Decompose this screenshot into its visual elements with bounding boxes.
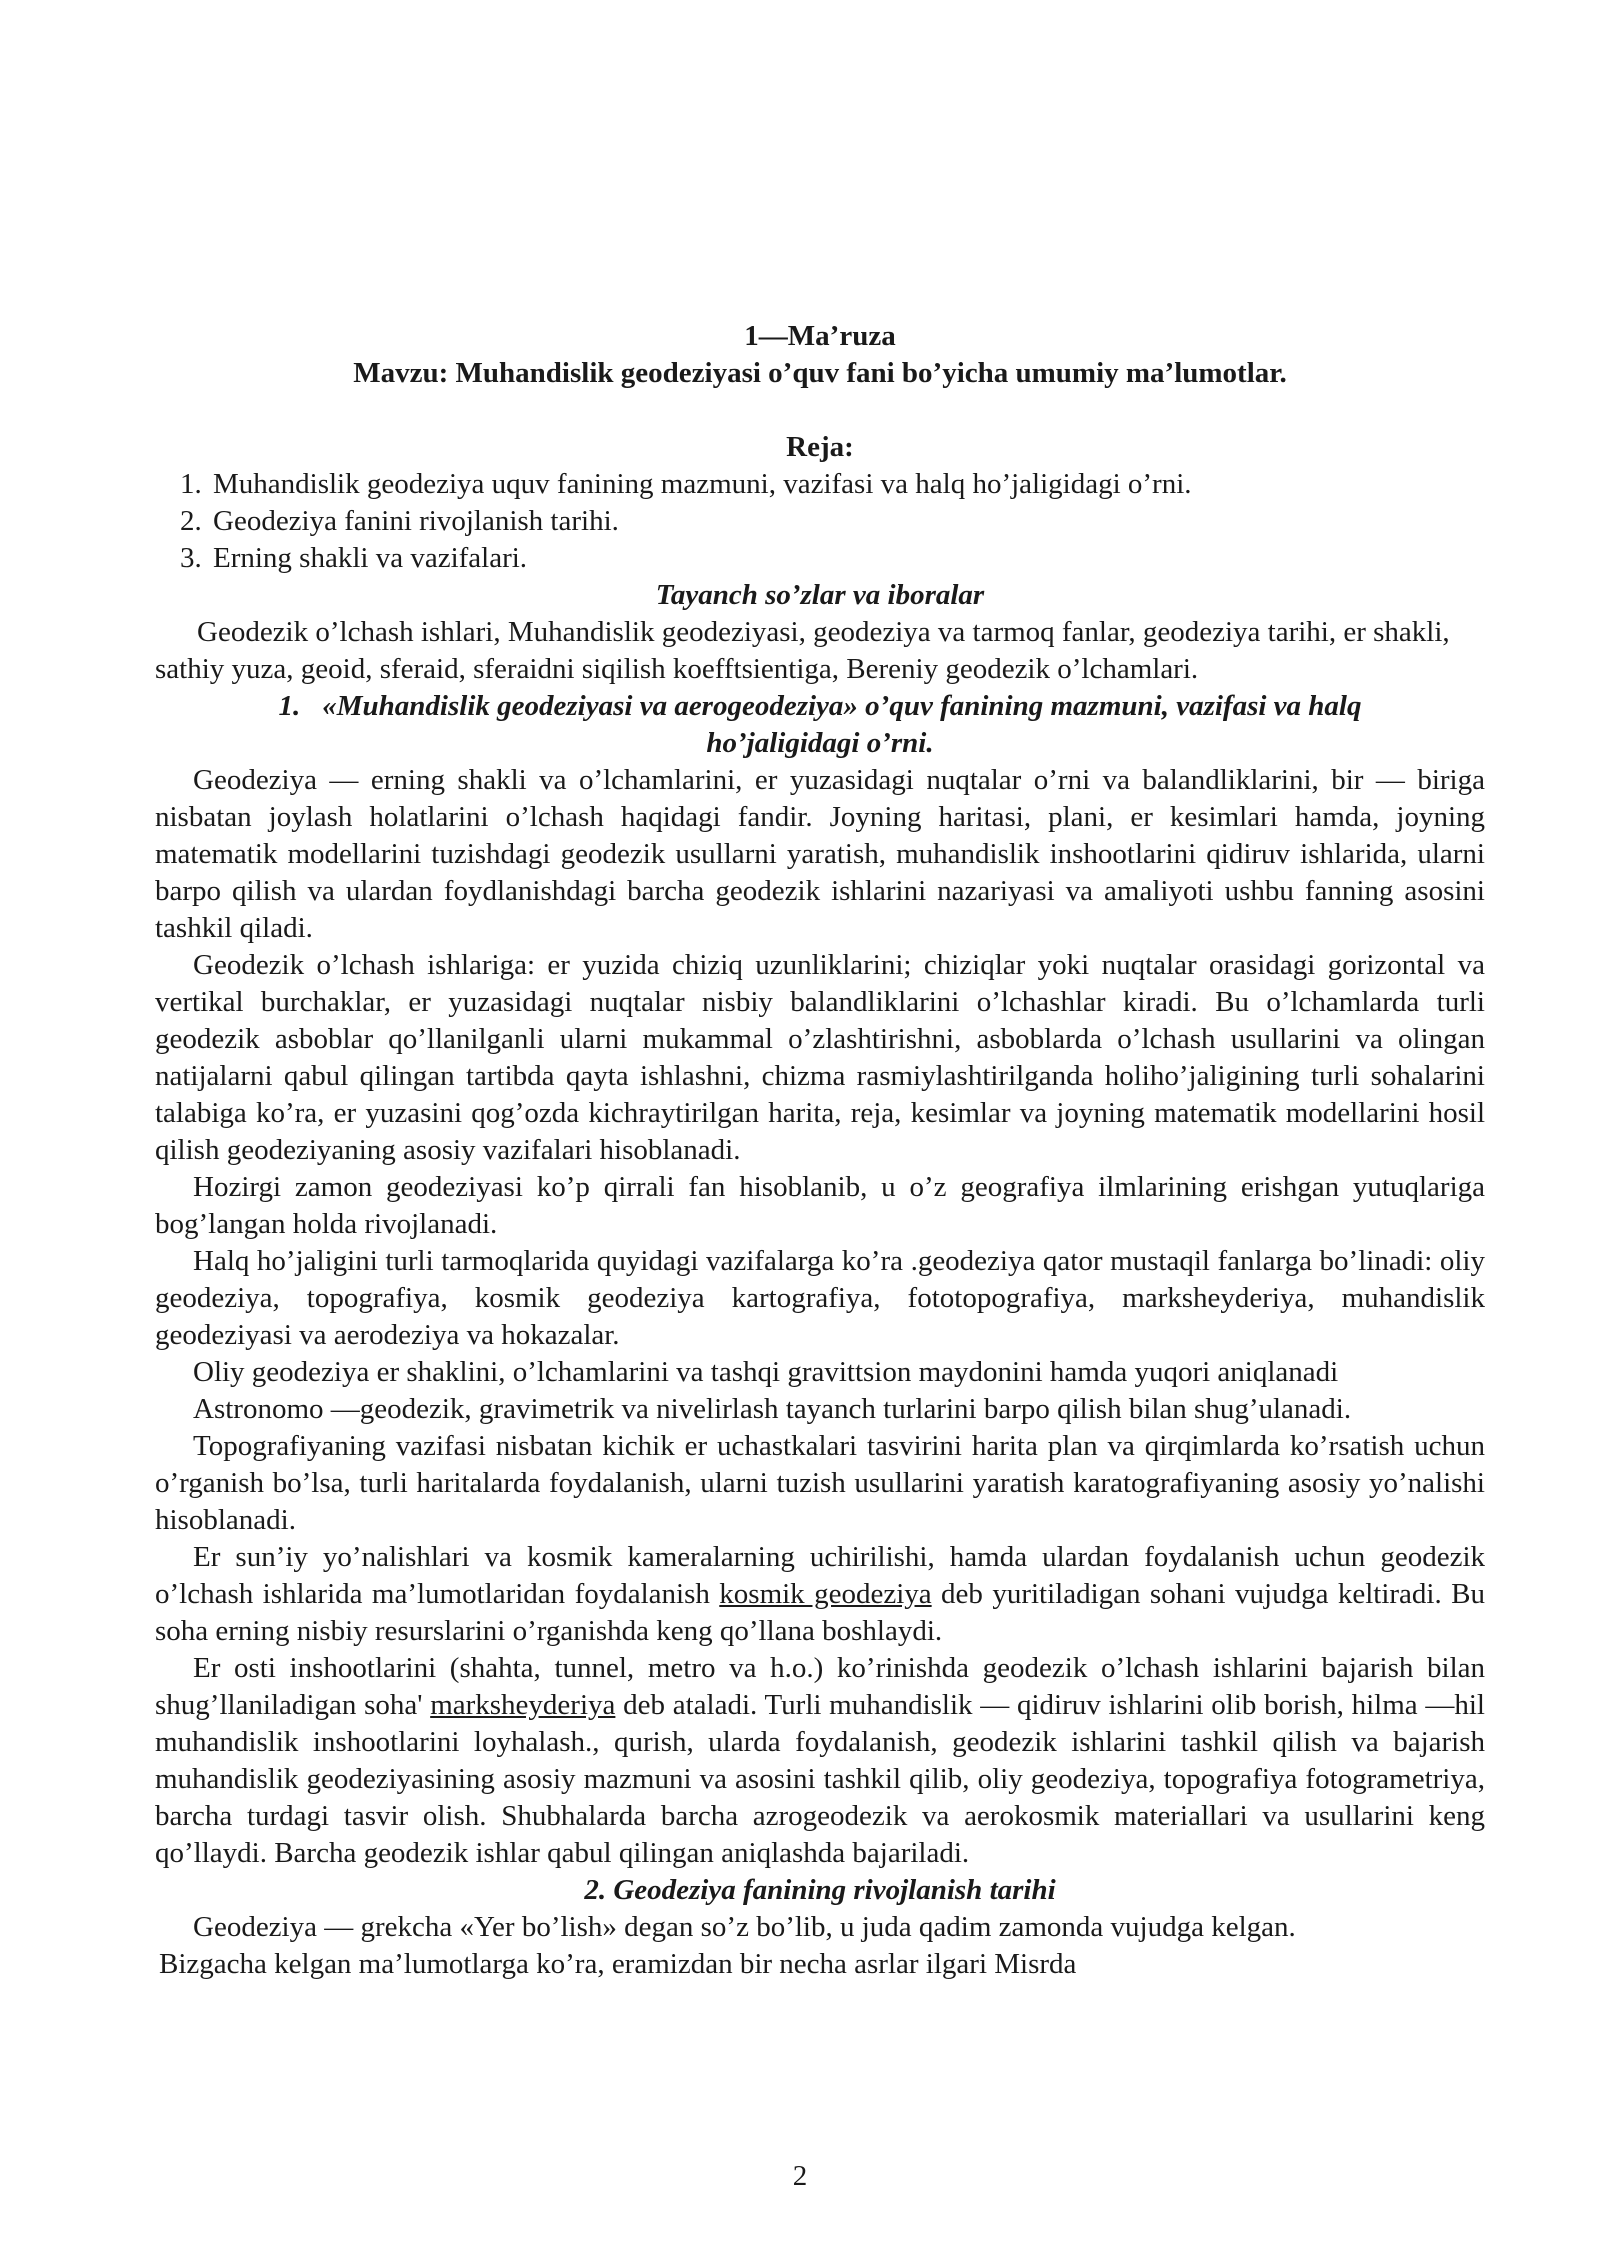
keywords-title: Tayanch so’zlar va iboralar [655, 579, 985, 611]
paragraph: Hozirgi zamon geodeziyasi ko’p qirrali fan hisoblanib, u o’z geografiya ilmlarining erishgan yutuqlariga bog’langan holda rivojlanadi. [155, 1171, 1485, 1240]
paragraph [155, 1650, 1485, 1872]
paragraph: Astronomo —geodezik, gravimetrik va nivelirlash tayanch turlarini barpo qilish bilan shug’ulanadi. [193, 1393, 1352, 1425]
plan-item: 3. Erning shakli va vazifalari. [209, 540, 1485, 577]
marksheyderiya-link[interactable]: marksheyderiya [430, 1689, 616, 1721]
paragraph-text: deb yuritiladigan sohani vujudga keltiradi. Bu soha erning nisbiy resurslarini o’rganishda keng qo’llana boshlaydi. [155, 1578, 1485, 1647]
lecture-number: 1—Ma’ruza [744, 320, 896, 352]
paragraph: Topografiyaning vazifasi nisbatan kichik er uchastkalari tasvirini harita plan va qirqimlarda ko’rsatish uchun o’rganish bo’lsa, turli haritalarda foydalanish, ularni tuzish usullarini yaratish karatografiyaning asosiy yo’nalishi hisoblanadi. [155, 1430, 1485, 1536]
paragraph-text: Er sun’iy yo’nalishlari va kosmik kameralarning uchirilishi, hamda ulardan foydalanish uchun geodezik o’lchash ishlarida ma’lumotlaridan foydalanish [155, 1541, 1485, 1610]
lecture-topic: Mavzu: Muhandislik geodeziyasi o’quv fani bo’yicha umumiy ma’lumotlar. [353, 357, 1287, 389]
paragraph: Bizgacha kelgan ma’lumotlarga ko’ra, eramizdan bir necha asrlar ilgari Misrda [159, 1948, 1077, 1980]
paragraph: Halq ho’jaligini turli tarmoqlarida quyidagi vazifalarga ko’ra .geodeziya qator mustaqil fanlarga bo’linadi: oliy geodeziya, topografiya, kosmik geodeziya kartografiya, fototopografiya, marksheyderiya, muhandislik geodeziyasi va aerodeziya va hokazalar. [155, 1245, 1485, 1351]
paragraph [155, 1539, 1485, 1650]
paragraph-text: deb ataladi. Turli muhandislik — qidiruv ishlarini olib borish, hilma —hil muhandislik inshootlarini loyhalash., qurish, ularda foydalanish, geodezik ishlarini tashkil qilish va bajarish muhandislik geodeziyasining asosiy mazmuni va asosini tashkil qilib, oliy geodeziya, topografiya fotogrametriya, barcha turdagi tasvir olish. Shubhalarda barcha azrogeodezik va aerokosmik materiallari va usullarini keng qo’llaydi. Barcha geodezik ishlar qabul qilingan aniqlashda bajariladi. [155, 1689, 1485, 1869]
plan-item: 2. Geodeziya fanini rivojlanish tarihi. [209, 503, 1485, 540]
section-1-number: 1. [278, 690, 301, 722]
paragraph: Geodeziya — erning shakli va o’lchamlarini, er yuzasidagi nuqtalar o’rni va balandliklarini, bir — biriga nisbatan joylash holatlarini o’lchash haqidagi fandir. Joyning haritasi, plani, er kesimlari hamda, joyning matematik modellarini tuzishdagi geodezik usullarni yaratish, muhandislik inshootlarini qidiruv ishlarida, ularni barpo qilish va ulardan foydlanishdagi barcha geodezik ishlarini nazariyasi va amaliyoti ushbu fanning asosini tashkil qiladi. [155, 764, 1485, 944]
paragraph: Geodezik o’lchash ishlariga: er yuzida chiziq uzunliklarini; chiziqlar yoki nuqtalar orasidagi gorizontal va vertikal burchaklar, er yuzasidagi nuqtalar nisbiy balandliklarini o’lchashlar kiradi. Bu o’lchamlarda turli geodezik asboblar qo’llanilganli ularni mukammal o’zlashtirishni, asboblarda o’lchash usullarini va olingan natijalarni qabul qilingan tartibda qayta ishlashni, chizma rasmiylashtirilganda holiho’jaligining turli sohalarini talabiga ko’ra, er yuzasini qog’ozda kichraytirilgan harita, reja, kesimlar va joyning matematik modellarini hosil qilish geodeziyaning asosiy vazifalari hisoblanadi. [155, 949, 1485, 1166]
section-1-title: «Muhandislik geodeziyasi va aerogeodeziya» o’quv fanining mazmuni, vazifasi va halq ho’jaligidagi o’rni. [322, 690, 1362, 759]
page-number: 2 [792, 2160, 808, 2192]
document-page [155, 318, 1485, 1983]
section-1-heading [155, 688, 1485, 762]
plan-list [155, 466, 1485, 577]
plan-title: Reja: [786, 431, 854, 463]
plan-item: 1. Muhandislik geodeziya uquv fanining mazmuni, vazifasi va halq ho’jaligidagi o’rni. [209, 466, 1485, 503]
kosmik-geodeziya-link[interactable]: kosmik geodeziya [719, 1578, 932, 1610]
paragraph: Geodeziya — grekcha «Yer bo’lish» degan so’z bo’lib, u juda qadim zamonda vujudga kelgan. [193, 1911, 1296, 1943]
section-2-heading: 2. Geodeziya fanining rivojlanish tarihi [584, 1874, 1056, 1906]
paragraph: Oliy geodeziya er shaklini, o’lchamlarini va tashqi gravittsion maydonini hamda yuqori aniqlanadi [193, 1356, 1339, 1388]
keywords-text: Geodezik o’lchash ishlari, Muhandislik geodeziyasi, geodeziya va tarmoq fanlar, geodeziya tarihi, er shakli, sathiy yuza, geoid, sferaid, sferaidni siqilish koefftsientiga, Bereniy geodezik o’lchamlari. [155, 616, 1450, 685]
paragraph-text: Er osti inshootlarini (shahta, tunnel, metro va h.o.) ko’rinishda geodezik o’lchash ishlarini bajarish bilan shug’llaniladigan soha' [155, 1652, 1485, 1721]
